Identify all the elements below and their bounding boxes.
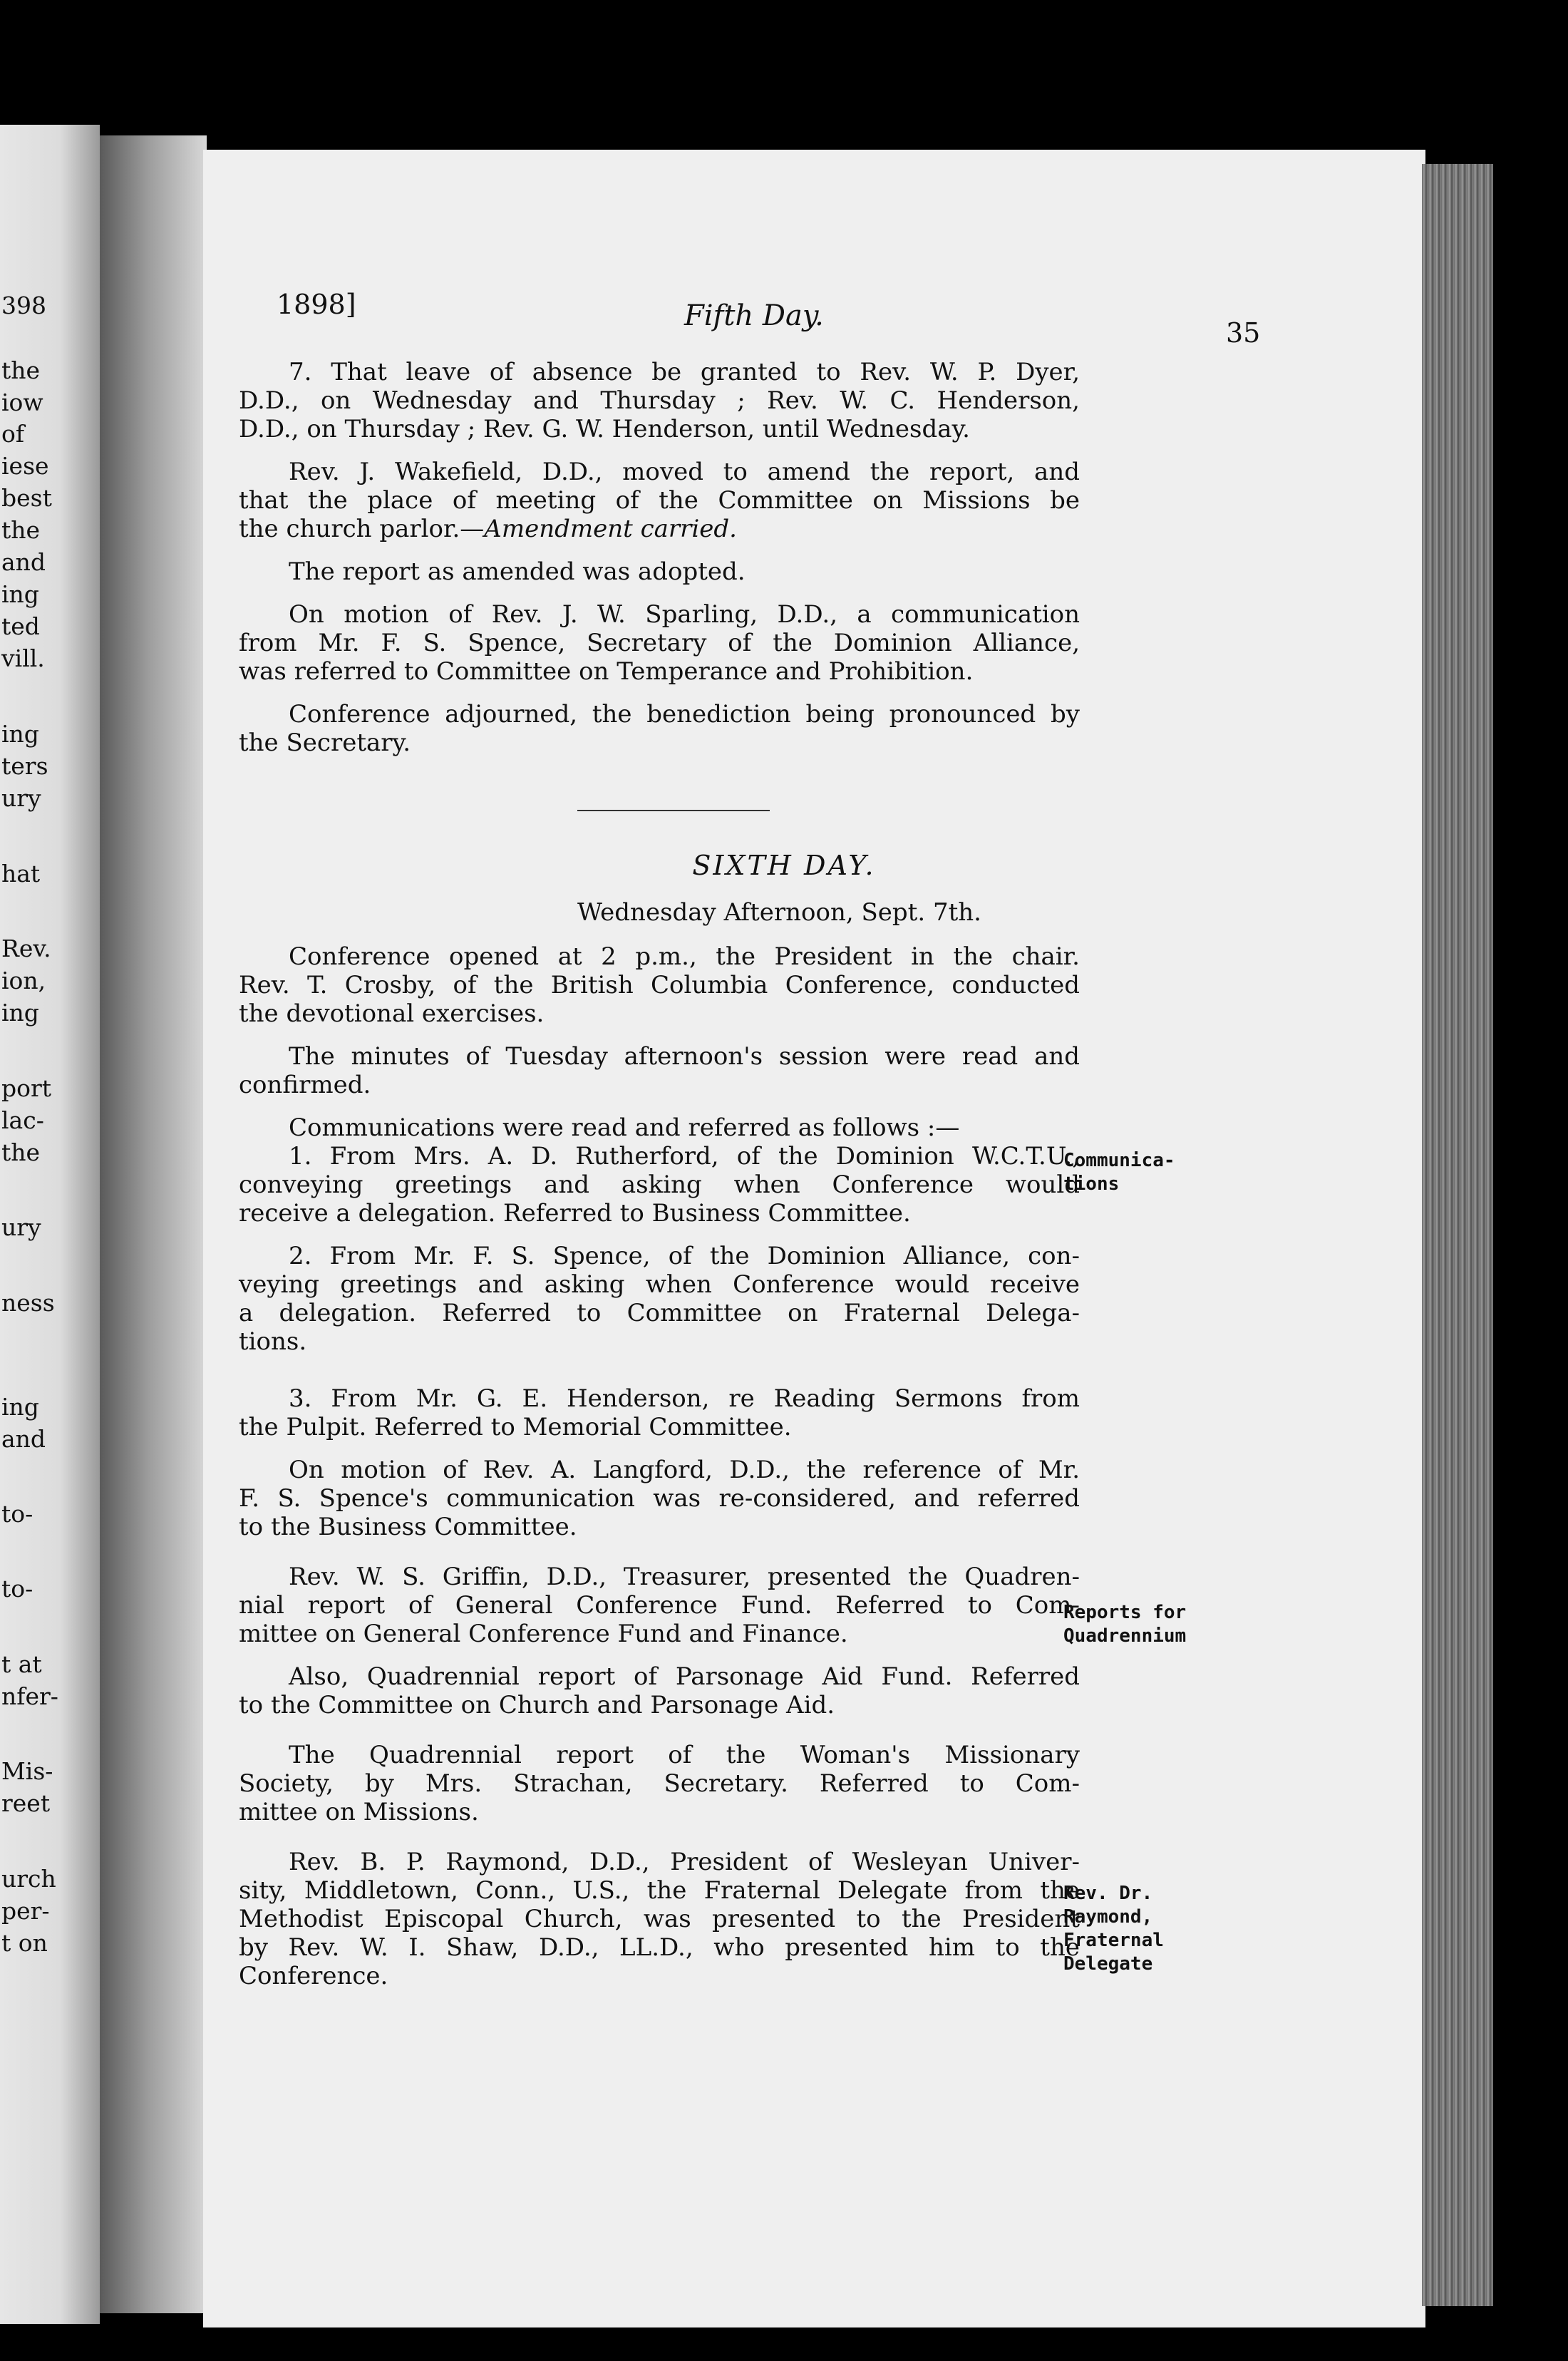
facing-page-word: and [1,1425,46,1453]
facing-page-word: port [1,1074,52,1102]
facing-page-word: nfer- [1,1682,58,1710]
text-line: that the place of meeting of the Committee on Missions be [239,486,1080,515]
text-line: Also, Quadrennial report of Parsonage Aid Fund. Referred [289,1662,1080,1691]
text-line: the devotional exercises. [239,999,545,1028]
margin-note: Reports for Quadrennium [1063,1602,1187,1647]
text-line: Rev. W. S. Griffin, D.D., Treasurer, presented the Quadren- [289,1563,1080,1591]
facing-page-word: 398 [1,292,46,319]
facing-page-word: to- [1,1500,33,1528]
page-number: 35 [1226,317,1261,349]
text-line: Rev. B. P. Raymond, D.D., President of Wesleyan Univer- [289,1848,1080,1876]
facing-page-word: best [1,484,52,512]
section-heading: SIXTH DAY. [692,850,876,881]
text-line: veying greetings and asking when Conference would receive [239,1270,1080,1299]
text-line: The Quadrennial report of the Woman's Missionary [289,1741,1080,1769]
text-line: to the Business Committee. [239,1513,577,1541]
facing-page-word: vill. [1,644,45,672]
facing-page-word: urch [1,1865,56,1893]
text-line: was referred to Committee on Temperance and Prohibition. [239,657,974,686]
header-title: Fifth Day. [684,299,824,332]
margin-note: Communica- tions [1063,1150,1175,1195]
facing-page-word: lac- [1,1106,44,1134]
facing-page-word: ing [1,720,39,748]
facing-page-word: the [1,356,41,384]
text-line: the Secretary. [239,729,411,757]
text-line: conveying greetings and asking when Conference would [239,1171,1080,1199]
text-line: The minutes of Tuesday afternoon's session were read and [289,1042,1080,1071]
facing-page-word: ness [1,1289,55,1317]
text-line: Society, by Mrs. Strachan, Secretary. Referred to Com- [239,1769,1080,1798]
text-line: the church parlor.—Amendment carried. [239,515,737,543]
text-line: Conference. [239,1962,388,1990]
text-line: mittee on Missions. [239,1798,479,1826]
text-line: by Rev. W. I. Shaw, D.D., LL.D., who presented him to the [239,1933,1080,1962]
text-line: confirmed. [239,1071,371,1099]
text-line: 3. From Mr. G. E. Henderson, re Reading Sermons from [289,1384,1080,1413]
section-divider [577,810,770,811]
facing-page-word: iow [1,389,43,416]
text-line: Communications were read and referred as follows :— [289,1113,960,1142]
text-line: to the Committee on Church and Parsonage Aid. [239,1691,835,1719]
facing-page-word: ing [1,999,39,1027]
facing-page-word: of [1,420,25,448]
facing-page-word: the [1,516,41,544]
facing-page-word: ted [1,612,40,640]
text-line: 2. From Mr. F. S. Spence, of the Dominion Alliance, con- [289,1242,1080,1270]
facing-page-word: the [1,1138,41,1166]
header-year: 1898] [277,289,356,320]
facing-page-word: Rev. [1,935,51,962]
text-line: 7. That leave of absence be granted to Rev. W. P. Dyer, [289,358,1080,386]
text-line: Conference opened at 2 p.m., the President in the chair. [289,942,1080,971]
text-line: a delegation. Referred to Committee on Fraternal Delega- [239,1299,1080,1327]
section-dateline: Wednesday Afternoon, Sept. 7th. [577,898,981,927]
margin-note: Rev. Dr. Raymond, Fraternal Delegate [1063,1883,1164,1975]
page-edges [1422,164,1493,2306]
facing-page-word: ters [1,752,48,780]
text-line: 1. From Mrs. A. D. Rutherford, of the Dominion W.C.T.U., [289,1142,1080,1171]
text-line: On motion of Rev. J. W. Sparling, D.D., a communication [289,600,1080,629]
text-line: Rev. J. Wakefield, D.D., moved to amend the report, and [289,458,1080,486]
facing-page-word: ing [1,580,39,608]
text-line: On motion of Rev. A. Langford, D.D., the reference of Mr. [289,1456,1080,1484]
facing-page-word: Mis- [1,1757,53,1785]
facing-page-word: ion, [1,967,46,994]
text-line: D.D., on Wednesday and Thursday ; Rev. W. C. Henderson, [239,386,1080,415]
text-line: D.D., on Thursday ; Rev. G. W. Henderson, until Wednesday. [239,415,970,443]
facing-page-word: iese [1,452,49,480]
text-line: F. S. Spence's communication was re-considered, and referred [239,1484,1080,1513]
facing-page-word: ury [1,1213,41,1241]
facing-page-word: t at [1,1650,42,1678]
facing-page-word: ing [1,1393,39,1421]
facing-page-word: reet [1,1789,51,1817]
text-line: receive a delegation. Referred to Business Committee. [239,1199,911,1228]
facing-page-word: and [1,548,46,576]
text-line: Conference adjourned, the benediction being pronounced by [289,700,1080,729]
facing-page-word: t on [1,1929,48,1957]
text-line: Methodist Episcopal Church, was presented to the President [239,1905,1080,1933]
book-gutter [100,135,207,2313]
text-line: the Pulpit. Referred to Memorial Committee. [239,1413,792,1441]
text-line: nial report of General Conference Fund. Referred to Com- [239,1591,1080,1620]
text-line: sity, Middletown, Conn., U.S., the Fraternal Delegate from the [239,1876,1080,1905]
text-line: Rev. T. Crosby, of the British Columbia Conference, conducted [239,971,1080,999]
text-line: tions. [239,1327,307,1356]
facing-page-word: hat [1,860,41,888]
text-line: from Mr. F. S. Spence, Secretary of the Dominion Alliance, [239,629,1080,657]
text-line: mittee on General Conference Fund and Finance. [239,1620,848,1648]
facing-page-word: ury [1,784,41,812]
facing-page-word: to- [1,1575,33,1603]
facing-page-word: per- [1,1897,50,1925]
text-line: The report as amended was adopted. [289,557,746,586]
